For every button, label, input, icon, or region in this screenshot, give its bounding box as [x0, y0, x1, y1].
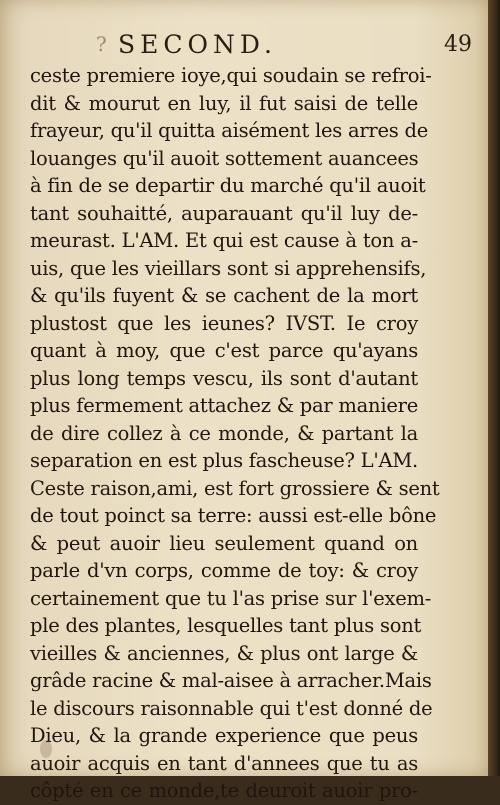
text-line: uis, que les vieillars sont si apprehensifs,	[30, 256, 427, 280]
text-line: & peut auoir lieu seulement quand on	[30, 531, 418, 555]
text-line: & qu'ils fuyent & se cachent de la mort	[30, 284, 418, 307]
text-line: louanges qu'il auoit sottement auancees	[30, 146, 419, 170]
text-line: dit & mourut en luy, il fut saisi de telle	[30, 91, 418, 115]
text-line: grâde racine & mal-aisee à arracher.Mais	[30, 669, 432, 692]
text-line: parle d'vn corps, comme de toy: & croy	[30, 559, 418, 582]
text-line: tant souhaitté, auparauant qu'il luy de-	[30, 201, 418, 225]
text-line: plus long temps vescu, ils sont d'autant	[30, 366, 418, 390]
text-line: Dieu, & la grande experience que peus	[30, 724, 418, 747]
text-line: frayeur, qu'il quitta aisément les arres de	[30, 119, 429, 142]
folio-mark: ?	[96, 32, 107, 56]
ink-stain	[40, 740, 52, 758]
text-line: de tout poinct sa terre: aussi est-elle bône	[30, 504, 437, 527]
text-line: meurast. L'AM. Et qui est cause à ton a-	[30, 229, 418, 252]
text-line: quant à moy, que c'est parce qu'ayans	[30, 339, 418, 362]
text-line: certainement que tu l'as prise sur l'exem-	[30, 586, 432, 610]
text-line: ceste premiere ioye,qui soudain se refroi-	[30, 64, 432, 87]
body-text	[30, 62, 440, 805]
text-line: plus fermement attachez & par maniere	[30, 394, 418, 417]
page-number: 49	[444, 32, 472, 57]
page-header	[0, 30, 488, 64]
text-line: vieilles & anciennes, & plus ont large &	[30, 641, 418, 665]
text-line: de dire collez à ce monde, & partant la	[30, 421, 418, 445]
text-line: Ceste raison,ami, est fort grossiere & sent	[30, 476, 440, 500]
text-line: ple des plantes, lesquelles tant plus sont	[30, 614, 422, 637]
text-line: auoir acquis en tant d'annees que tu as	[30, 751, 418, 775]
text-line: à fin de se departir du marché qu'il auoit	[30, 174, 426, 197]
binding-edge	[488, 0, 500, 776]
text-line: separation en est plus fascheuse? L'AM.	[30, 449, 418, 472]
text-line: plustost que les ieunes? IVST. Ie croy	[30, 311, 418, 335]
running-head: SECOND.	[118, 30, 277, 59]
text-line: côpté en ce monde,te deuroit auoir pro-	[30, 779, 418, 802]
text-line: le discours raisonnable qui t'est donné de	[30, 696, 433, 720]
